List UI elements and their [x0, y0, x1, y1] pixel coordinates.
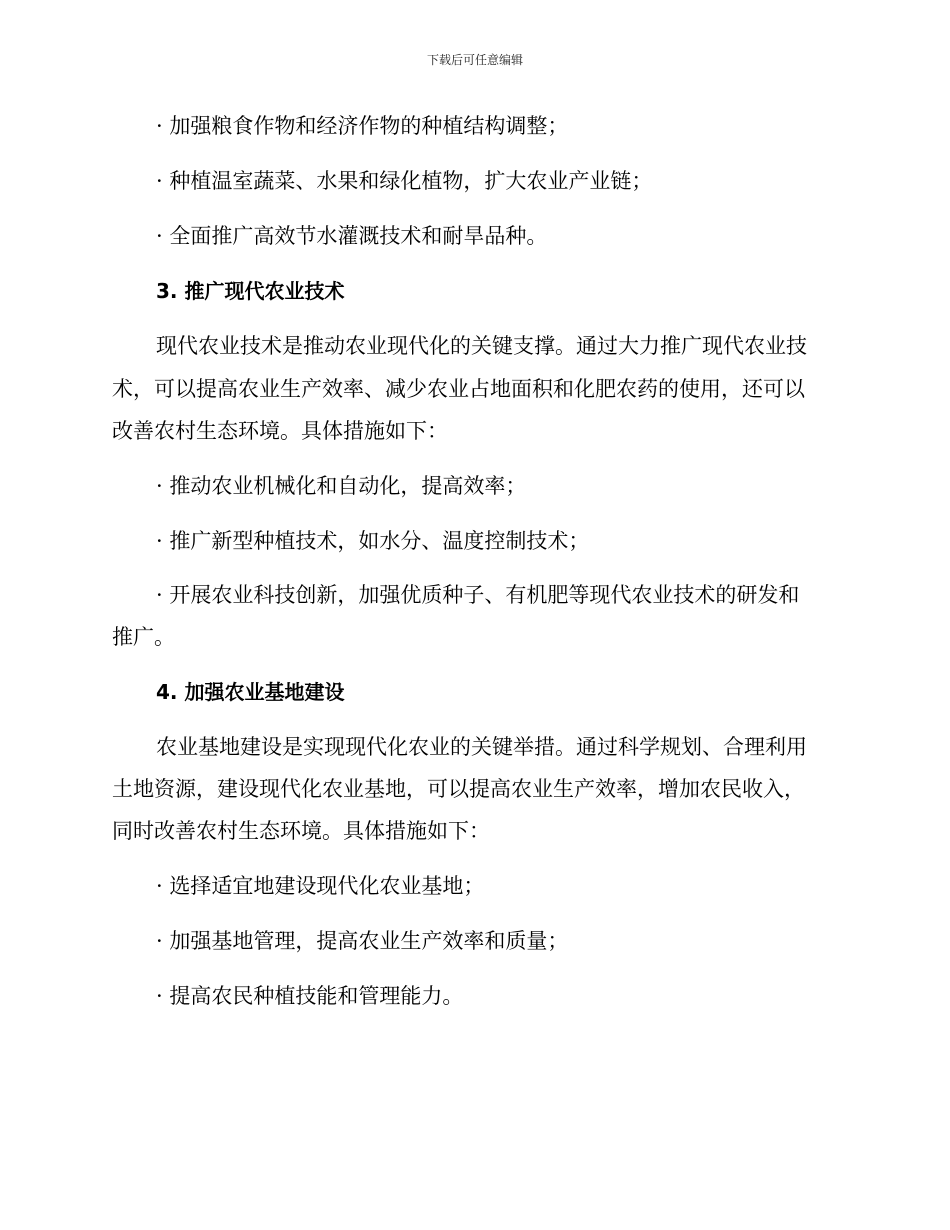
bullet-item: · 开展农业科技创新，加强优质种子、有机肥等现代农业技术的研发和	[156, 583, 800, 607]
paragraph-line: 术，可以提高农业生产效率、减少农业占地面积和化肥农药的使用，还可以	[112, 377, 805, 401]
bullet-item: · 加强基地管理，提高农业生产效率和质量；	[156, 929, 569, 953]
bullet-item: · 种植温室蔬菜、水果和绿化植物，扩大农业产业链；	[156, 169, 653, 193]
paragraph-line: 改善农村生态环境。具体措施如下：	[112, 419, 448, 443]
section-heading: 4. 加强农业基地建设	[156, 680, 345, 704]
bullet-item: · 推广新型种植技术，如水分、温度控制技术；	[156, 529, 590, 553]
bullet-continuation: 推广。	[112, 625, 175, 649]
section-heading: 3. 推广现代农业技术	[156, 279, 345, 303]
bullet-item: · 提高农民种植技能和管理能力。	[156, 984, 464, 1008]
paragraph-line: 现代农业技术是推动农业现代化的关键支撑。通过大力推广现代农业技	[156, 334, 807, 358]
page-header: 下载后可任意编辑	[426, 53, 523, 67]
paragraph-line: 农业基地建设是实现现代化农业的关键举措。通过科学规划、合理利用	[156, 735, 807, 759]
paragraph-line: 土地资源，建设现代化农业基地，可以提高农业生产效率，增加农民收入，	[112, 777, 805, 801]
bullet-item: · 选择适宜地建设现代化农业基地；	[156, 874, 485, 898]
bullet-item: · 全面推广高效节水灌溉技术和耐旱品种。	[156, 224, 548, 248]
bullet-item: · 推动农业机械化和自动化，提高效率；	[156, 474, 527, 498]
paragraph-line: 同时改善农村生态环境。具体措施如下：	[112, 819, 490, 843]
bullet-item: · 加强粮食作物和经济作物的种植结构调整；	[156, 114, 569, 138]
